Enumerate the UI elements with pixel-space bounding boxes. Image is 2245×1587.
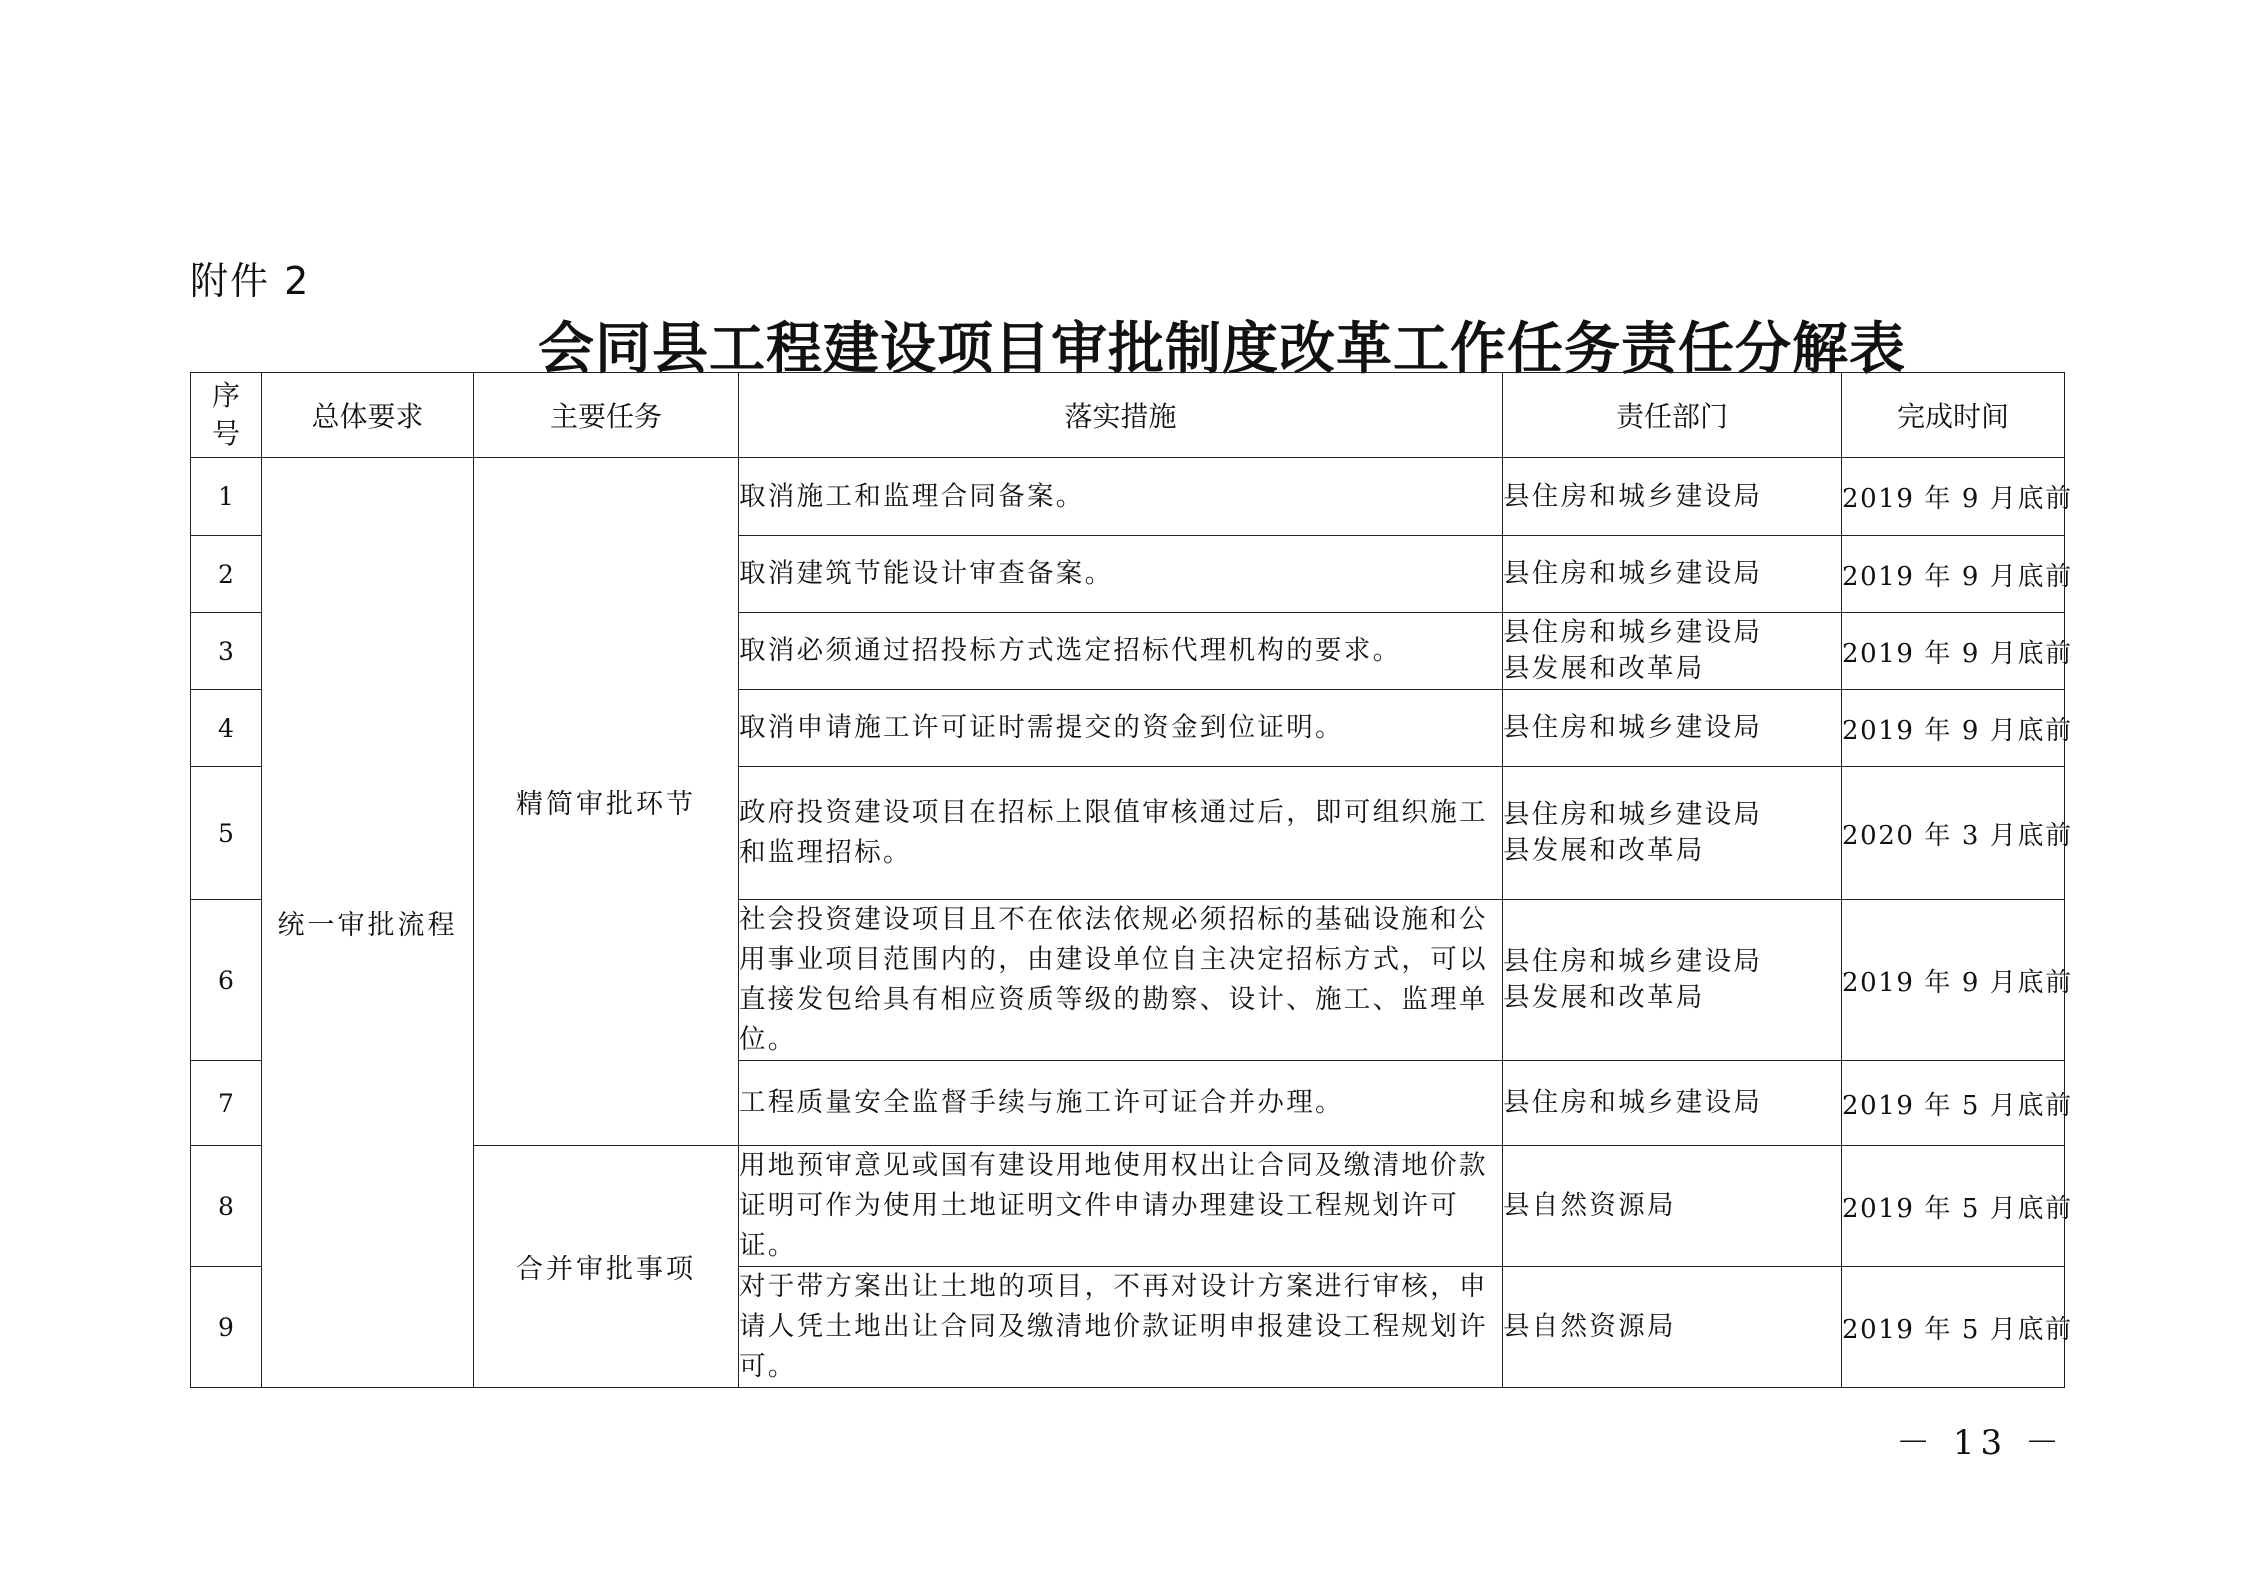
dept-line: 县发展和改革局 (1503, 982, 1705, 1013)
table-header-row (191, 373, 2065, 458)
row-measure: 取消施工和监理合同备案。 (739, 458, 1503, 536)
row-time: 2019 年 5 月底前 (1842, 1061, 2065, 1146)
task-group-cell: 精简审批环节 (474, 458, 739, 1146)
dept-line: 县住房和城乡建设局 (1503, 1087, 1763, 1118)
dept-line: 县发展和改革局 (1503, 835, 1705, 866)
row-dept (1503, 767, 1842, 900)
dept-line: 县住房和城乡建设局 (1503, 712, 1763, 743)
row-seq: 7 (191, 1061, 262, 1146)
dept-line: 县自然资源局 (1503, 1190, 1676, 1221)
header-seq-line1: 序 (211, 379, 240, 412)
header-seq (191, 373, 262, 458)
general-requirement-cell: 统一审批流程 (262, 458, 474, 1388)
row-time: 2019 年 9 月底前 (1842, 900, 2065, 1061)
row-seq: 2 (191, 536, 262, 613)
row-measure: 取消必须通过招投标方式选定招标代理机构的要求。 (739, 613, 1503, 690)
row-dept (1503, 1146, 1842, 1267)
row-time: 2020 年 3 月底前 (1842, 767, 2065, 900)
row-measure: 对于带方案出让土地的项目，不再对设计方案进行审核，申请人凭土地出让合同及缴清地价款证明申报建设工程规划许可。 (739, 1267, 1503, 1388)
dept-line: 县住房和城乡建设局 (1503, 799, 1763, 830)
row-time: 2019 年 9 月底前 (1842, 458, 2065, 536)
dept-line: 县自然资源局 (1503, 1311, 1676, 1342)
row-dept (1503, 458, 1842, 536)
header-dept: 责任部门 (1503, 373, 1842, 458)
row-measure: 用地预审意见或国有建设用地使用权出让合同及缴清地价款证明可作为使用土地证明文件申请办理建设工程规划许可证。 (739, 1146, 1503, 1267)
header-measure: 落实措施 (739, 373, 1503, 458)
row-measure: 社会投资建设项目且不在依法依规必须招标的基础设施和公用事业项目范围内的，由建设单位自主决定招标方式，可以直接发包给具有相应资质等级的勘察、设计、施工、监理单位。 (739, 900, 1503, 1061)
row-measure: 政府投资建设项目在招标上限值审核通过后，即可组织施工和监理招标。 (739, 767, 1503, 900)
header-task: 主要任务 (474, 373, 739, 458)
dept-line: 县住房和城乡建设局 (1503, 558, 1763, 589)
row-seq: 5 (191, 767, 262, 900)
row-time: 2019 年 9 月底前 (1842, 536, 2065, 613)
row-seq: 4 (191, 690, 262, 767)
page-number: － 13 － (1896, 1423, 2065, 1463)
row-seq: 6 (191, 900, 262, 1061)
row-dept (1503, 536, 1842, 613)
document-title: 会同县工程建设项目审批制度改革工作任务责任分解表 (538, 316, 1906, 382)
header-time: 完成时间 (1842, 373, 2065, 458)
dept-line: 县住房和城乡建设局 (1503, 946, 1763, 977)
row-dept (1503, 613, 1842, 690)
row-dept (1503, 690, 1842, 767)
row-time: 2019 年 5 月底前 (1842, 1267, 2065, 1388)
row-time: 2019 年 9 月底前 (1842, 690, 2065, 767)
row-measure: 工程质量安全监督手续与施工许可证合并办理。 (739, 1061, 1503, 1146)
dept-line: 县发展和改革局 (1503, 653, 1705, 684)
row-dept (1503, 900, 1842, 1061)
row-measure: 取消申请施工许可证时需提交的资金到位证明。 (739, 690, 1503, 767)
row-time: 2019 年 5 月底前 (1842, 1146, 2065, 1267)
row-seq: 3 (191, 613, 262, 690)
table-row (191, 458, 2065, 536)
row-seq: 1 (191, 458, 262, 536)
row-dept (1503, 1267, 1842, 1388)
responsibility-table (190, 372, 2073, 1388)
task-group-cell: 合并审批事项 (474, 1146, 739, 1388)
dept-line: 县住房和城乡建设局 (1503, 480, 1763, 512)
attachment-label: 附件 2 (190, 259, 311, 303)
header-general: 总体要求 (262, 373, 474, 458)
row-seq: 9 (191, 1267, 262, 1388)
row-time: 2019 年 9 月底前 (1842, 613, 2065, 690)
dept-line: 县住房和城乡建设局 (1503, 617, 1763, 648)
row-dept (1503, 1061, 1842, 1146)
row-seq: 8 (191, 1146, 262, 1267)
header-seq-line2: 号 (211, 417, 240, 450)
row-measure: 取消建筑节能设计审查备案。 (739, 536, 1503, 613)
